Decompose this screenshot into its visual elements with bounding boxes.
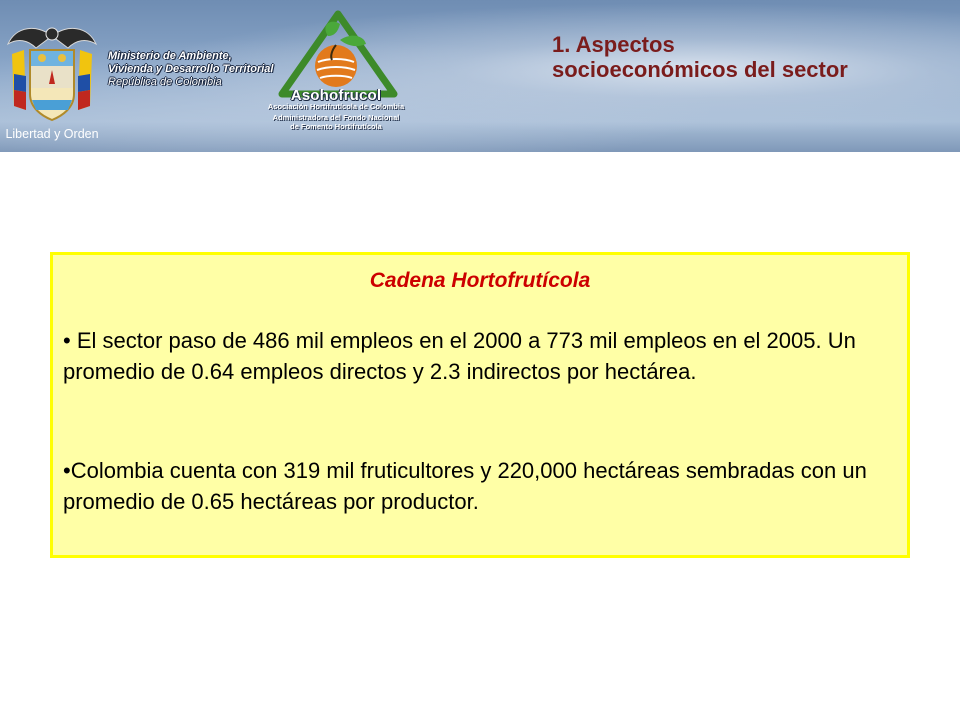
colombia-coat-of-arms-icon	[2, 14, 102, 152]
crest-motto: Libertad y Orden	[5, 127, 99, 141]
section-title	[552, 32, 952, 82]
bullet-fruit-growers: •Colombia cuenta con 319 mil fruticultores y 220,000 hectáreas sembradas con un promedio de 0.65 hectáreas por productor.	[63, 458, 867, 514]
content-box	[50, 252, 910, 558]
asohofrucol-subtitle: Asociación Hortifrutícola de Colombia	[267, 102, 405, 111]
asohofrucol-fund-line-2: de Fomento Hortifrutícola	[290, 122, 382, 131]
slide-header	[0, 0, 960, 152]
bullet-employment: • El sector paso de 486 mil empleos en el 2000 a 773 mil empleos en el 2005. Un promedio de 0.64 empleos directos y 2.3 indirectos por hectárea.	[63, 328, 856, 384]
ministry-line-3: República de Colombia	[108, 76, 222, 88]
section-title-line-1: 1. Aspectos	[552, 32, 675, 57]
ministry-line-2: Vivienda y Desarrollo Territorial	[108, 63, 274, 75]
asohofrucol-fund-line-1: Administradora del Fondo Nacional	[272, 113, 400, 122]
ministry-line-1: Ministerio de Ambiente,	[108, 50, 232, 62]
section-title-line-2: socioeconómicos del sector	[552, 57, 848, 82]
asohofrucol-fund	[238, 113, 434, 131]
ministry-name	[108, 50, 288, 89]
asohofrucol-name: Asohofrucol	[290, 87, 382, 104]
box-title: Cadena Hortofrutícola	[369, 269, 591, 292]
